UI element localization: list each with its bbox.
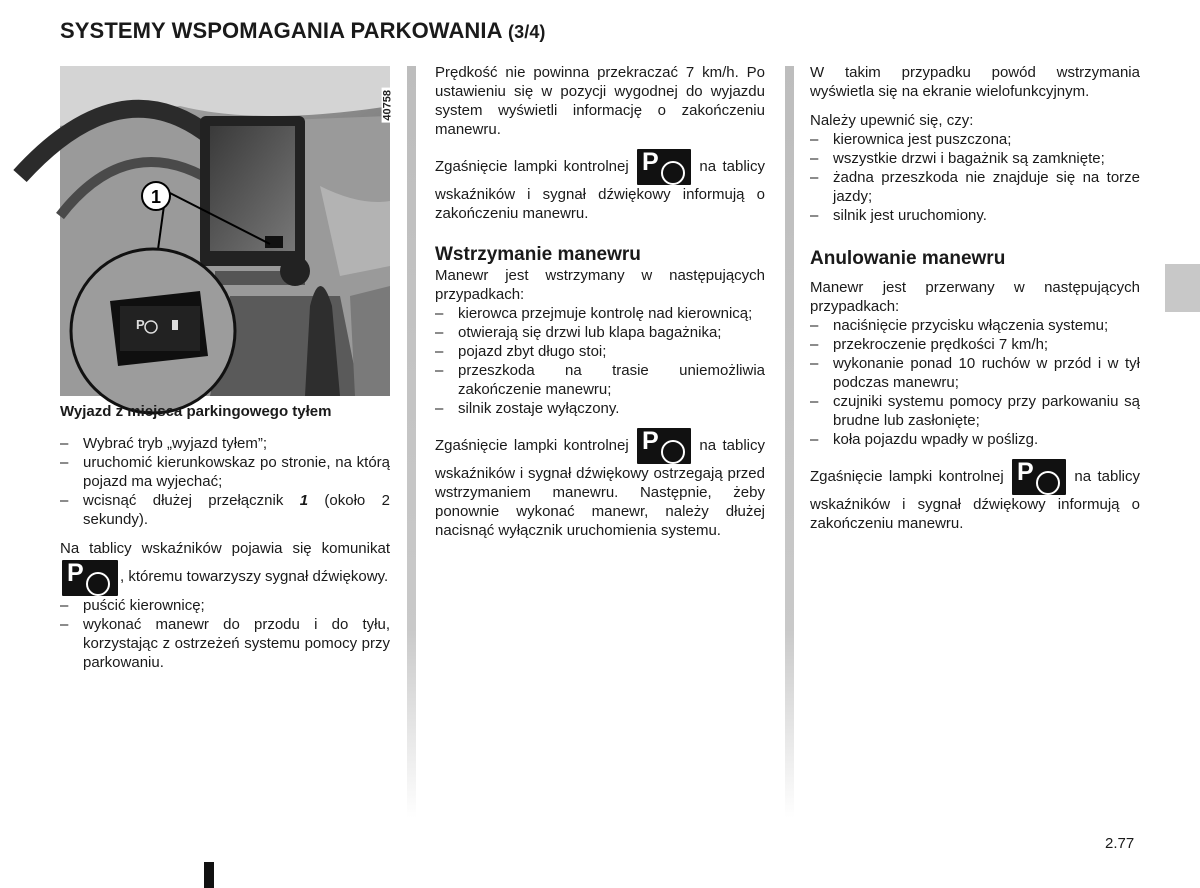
message-suffix: , któremu towarzyszy sygnał dźwiękowy. xyxy=(120,567,389,585)
after-list xyxy=(60,596,390,672)
list-item: – pojazd zbyt długo stoi; xyxy=(435,342,765,361)
cancel-lamp-prefix: Zgaśnięcie lampki kontrolnej xyxy=(810,467,1004,485)
section-heading-wstrzymanie: Wstrzymanie manewru xyxy=(435,244,641,265)
list-item: – puścić kierownicę; xyxy=(60,596,390,615)
check-list xyxy=(810,130,1140,225)
page-title xyxy=(60,18,546,44)
suspension-lamp-paragraph xyxy=(435,428,765,540)
lamp-off-prefix: Zgaśnięcie lampki kontrolnej xyxy=(435,157,629,175)
list-item: – czujniki systemu pomocy przy parkowaniu są brudne lub zasłonięte; xyxy=(810,392,1140,430)
column-2 xyxy=(435,63,765,550)
section-heading-anulowanie: Anulowanie manewru xyxy=(810,248,1006,269)
page-number: 2.77 xyxy=(1105,835,1135,852)
list-item: – wszystkie drzwi i bagażnik są zamknięte; xyxy=(810,149,1140,168)
list-item: – Wybrać tryb „wyjazd tyłem”; xyxy=(60,434,390,453)
list-item: – przeszkoda na trasie uniemożliwia zakończenie manewru; xyxy=(435,361,765,399)
suspension-lamp-suffix: na tablicy wskaźników i sygnał dźwiękowy ostrzegają przed wstrzymaniem manewru. Następnie, żeby ponownie wykonać manewr, należy dłużej nacisnąć wyłącznik uruchomienia systemu. xyxy=(435,436,765,539)
list-item: – uruchomić kierunkowskaz po stronie, na którą pojazd ma wyjechać; xyxy=(60,453,390,491)
parking-assist-lamp-icon: P xyxy=(637,149,691,185)
suspension-list xyxy=(435,304,765,418)
chapter-tab-marker xyxy=(1165,264,1200,312)
speed-paragraph: Prędkość nie powinna przekraczać 7 km/h. Po ustawieniu się w pozycji wygodnej do wyjazdu system wyświetli informację o zakończeniu manewru. xyxy=(435,64,765,138)
list-item: – koła pojazdu wpadły w poślizg. xyxy=(810,430,1140,449)
cancel-lamp-suffix: na tablicy wskaźników i sygnał dźwiękowy informują o zakończeniu manewru. xyxy=(810,467,1140,532)
step-tail: (około 2 sekundy). xyxy=(83,492,390,528)
figure-caption: Wyjazd z miejsca parkingowego tyłem xyxy=(60,403,332,420)
suspension-lamp-prefix: Zgaśnięcie lampki kontrolnej xyxy=(435,436,629,454)
cancel-lamp-paragraph xyxy=(810,459,1140,533)
parking-assist-lamp-icon: P xyxy=(637,428,691,464)
switch-ref: 1 xyxy=(299,492,309,509)
list-item: – kierowca przejmuje kontrolę nad kierownicą; xyxy=(435,304,765,323)
suspension-intro: Manewr jest wstrzymany w następujących przypadkach: xyxy=(435,267,765,303)
steps-list xyxy=(60,434,390,529)
callout-label: 1 xyxy=(150,187,162,207)
page-title-text: SYSTEMY WSPOMAGANIA PARKOWANIA xyxy=(60,18,502,43)
list-item: – żadna przeszkoda nie znajduje się na torze jazdy; xyxy=(810,168,1140,206)
cancel-intro: Manewr jest przerwany w następujących przypadkach: xyxy=(810,279,1140,315)
parking-assist-lamp-icon: P xyxy=(1012,459,1066,495)
list-item: – przekroczenie prędkości 7 km/h; xyxy=(810,335,1140,354)
reason-paragraph: W takim przypadku powód wstrzymania wyświetla się na ekranie wielofunkcyjnym. xyxy=(810,64,1140,100)
list-item: – kierownica jest puszczona; xyxy=(810,130,1140,149)
list-item: – silnik jest uruchomiony. xyxy=(810,206,1140,225)
lamp-off-suffix: na tablicy wskaźników i sygnał dźwiękowy informują o zakończeniu manewru. xyxy=(435,157,765,222)
column-separator-1 xyxy=(407,66,416,818)
message-paragraph xyxy=(60,539,390,596)
list-item: – otwierają się drzwi lub klapa bagażnika; xyxy=(435,323,765,342)
list-item: – wykonanie ponad 10 ruchów w przód i w tył podczas manewru; xyxy=(810,354,1140,392)
column-3 xyxy=(810,63,1140,543)
figure-code: 40758 xyxy=(382,90,394,121)
check-intro: Należy upewnić się, czy: xyxy=(810,112,974,129)
message-prefix: Na tablicy wskaźników pojawia się komunikat xyxy=(60,540,390,557)
footer-marker xyxy=(204,862,214,888)
list-item xyxy=(60,491,390,529)
dashboard-illustration xyxy=(60,66,390,396)
svg-text:P: P xyxy=(136,317,145,332)
lamp-off-paragraph xyxy=(435,149,765,223)
column-separator-2 xyxy=(785,66,794,818)
step-text: wcisnąć dłużej przełącznik xyxy=(83,492,284,509)
page-title-suffix: (3/4) xyxy=(508,22,546,42)
list-item: – wykonać manewr do przodu i do tyłu, korzystając z ostrzeżeń systemu pomocy przy parkowaniu. xyxy=(60,615,390,672)
column-1 xyxy=(60,402,390,682)
dashboard-photo xyxy=(60,66,394,396)
parking-assist-lamp-icon: P xyxy=(62,560,118,596)
list-item: – naciśnięcie przycisku włączenia systemu; xyxy=(810,316,1140,335)
list-item: – silnik zostaje wyłączony. xyxy=(435,399,765,418)
cancel-list xyxy=(810,316,1140,449)
